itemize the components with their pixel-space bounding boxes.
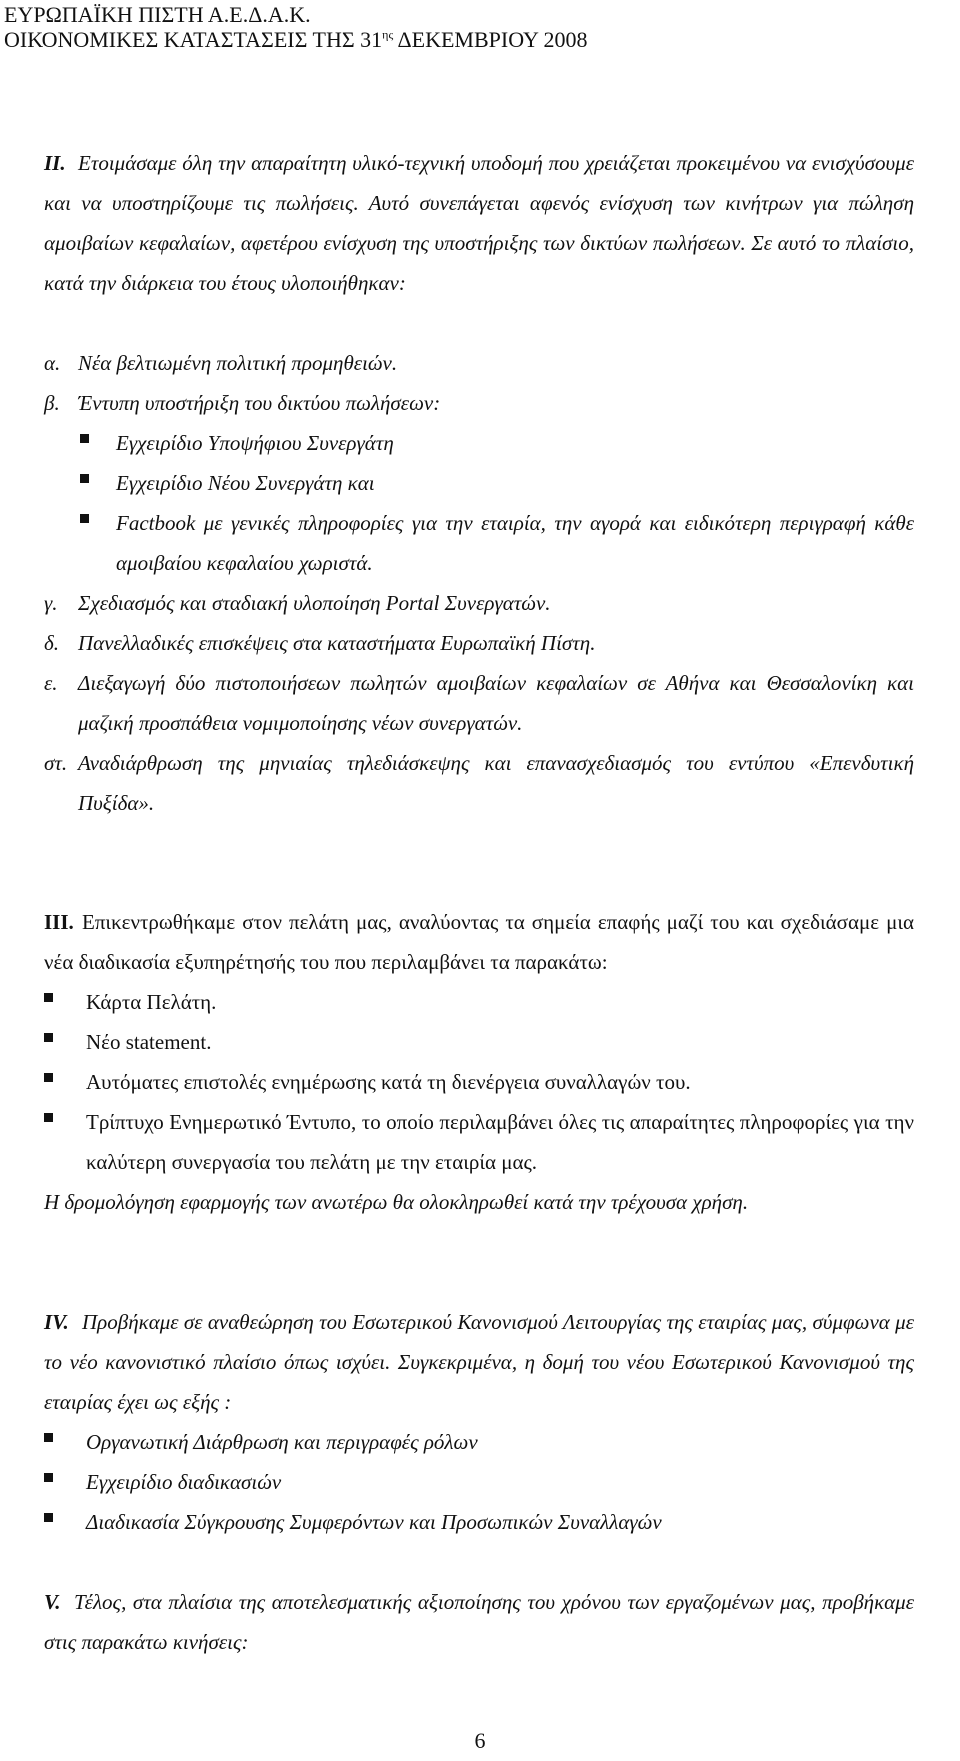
bullet-square-icon bbox=[44, 993, 53, 1002]
list-item: Τρίπτυχο Ενημερωτικό Έντυπο, το οποίο περιλαμβάνει όλες τις απαραίτητες πληροφορίες για την καλύτερη συνεργασία του πελάτη με την εταιρία μας. bbox=[86, 1110, 914, 1174]
header-title: ΟΙΚΟΝΟΜΙΚΕΣ ΚΑΤΑΣΤΑΣΕΙΣ ΤΗΣ $31^{\eta\varsigma}$ ΔΕΚΕΜΒΡΙΟΥ 2008 bbox=[4, 27, 588, 52]
section-4-number: IV. bbox=[44, 1310, 69, 1334]
header-company: ΕΥΡΩΠΑΪΚΗ ΠΙΣΤΗ Α.Ε.Δ.Α.Κ. bbox=[4, 2, 311, 27]
section-2-number: ΙΙ. bbox=[44, 151, 66, 175]
bullet-square-icon bbox=[44, 1033, 53, 1042]
list-item: Factbook με γενικές πληροφορίες για την εταιρία, την αγορά και ειδικότερη περιγραφή κάθε αμοιβαίου κεφαλαίου χωριστά. bbox=[116, 511, 914, 575]
item-e-label: ε. bbox=[44, 671, 58, 695]
item-st-label: στ. bbox=[44, 751, 68, 775]
list-item: Εγχειρίδιο Υποψήφιου Συνεργάτη bbox=[116, 431, 394, 455]
list-item: Νέο statement. bbox=[86, 1030, 212, 1054]
section-5-text: Τέλος, στα πλαίσια της αποτελεσματικής αξιοποίησης του χρόνου των εργαζομένων μας, προβήκαμε στις παρακάτω κινήσεις: bbox=[44, 1590, 914, 1654]
bullet-square-icon bbox=[80, 474, 89, 483]
bullet-square-icon bbox=[44, 1473, 53, 1482]
page-number: 6 bbox=[474, 1728, 486, 1753]
document-header bbox=[4, 2, 588, 52]
section-2-text: Ετοιμάσαμε όλη την απαραίτητη υλικό-τεχνική υποδομή που χρειάζεται προκειμένου να ενισχύσουμε και να υποστηρίζουμε τις πωλήσεις. Αυτό συνεπάγεται αφενός ενίσχυση των κινήτρων για πώληση αμοιβαίων κεφαλαίων, αφετέρου ενίσχυση της υποστήριξης των δικτύων πωλήσεων. Σε αυτό το πλαίσιο, κατά την διάρκεια του έτους υλοποιήθηκαν: bbox=[44, 151, 914, 295]
list-item: Εγχειρίδιο διαδικασιών bbox=[86, 1470, 282, 1494]
item-d: δ. Πανελλαδικές επισκέψεις στα καταστήματα Ευρωπαϊκή Πίστη. bbox=[44, 631, 596, 655]
bullet-square-icon bbox=[44, 1073, 53, 1082]
section-4-paragraph bbox=[44, 1302, 914, 1422]
list-item: Αυτόματες επιστολές ενημέρωσης κατά τη διενέργεια συναλλαγών του. bbox=[86, 1070, 691, 1094]
list-item: Διαδικασία Σύγκρουσης Συμφερόντων και Προσωπικών Συναλλαγών bbox=[86, 1510, 662, 1534]
list-item: Εγχειρίδιο Νέου Συνεργάτη και bbox=[116, 471, 375, 495]
item-a: α. Νέα βελτιωμένη πολιτική προμηθειών. bbox=[44, 351, 398, 375]
section-4-text: Προβήκαμε σε αναθεώρηση του Εσωτερικού Κανονισμού Λειτουργίας της εταιρίας μας, σύμφωνα με το νέο κανονιστικό πλαίσιο όπως ισχύει. Συγκεκριμένα, η δομή του νέου Εσωτερικού Κανονισμού της εταιρίας έχει ως εξής : bbox=[44, 1310, 914, 1414]
item-st-text: Αναδιάρθρωση της μηνιαίας τηλεδιάσκεψης και επανασχεδιασμός του εντύπου «Επενδυτική Πυξίδα». bbox=[78, 751, 914, 815]
section-3-text: Επικεντρωθήκαμε στον πελάτη μας, αναλύοντας τα σημεία επαφής μαζί του και σχεδιάσαμε μια νέα διαδικασία εξυπηρέτησής του που περιλαμβάνει τα παρακάτω: bbox=[44, 910, 914, 974]
bullet-square-icon bbox=[80, 434, 89, 443]
section-3-number: ΙΙΙ. bbox=[44, 910, 74, 934]
bullet-square-icon bbox=[80, 514, 89, 523]
section-3-closing: Η δρομολόγηση εφαρμογής των ανωτέρω θα ολοκληρωθεί κατά την τρέχουσα χρήση. bbox=[44, 1190, 749, 1214]
list-item: Κάρτα Πελάτη. bbox=[86, 990, 217, 1014]
item-b: β. Έντυπη υποστήριξη του δικτύου πωλήσεων: bbox=[44, 391, 441, 415]
item-e-text: Διεξαγωγή δύο πιστοποιήσεων πωλητών αμοιβαίων κεφαλαίων σε Αθήνα και Θεσσαλονίκη και μαζική προσπάθεια νομιμοποίησης νέων συνεργατών. bbox=[78, 671, 914, 735]
item-g: γ. Σχεδιασμός και σταδιακή υλοποίηση Portal Συνεργατών. bbox=[44, 591, 551, 615]
section-5-paragraph bbox=[44, 1582, 914, 1662]
section-5-number: V. bbox=[44, 1590, 61, 1614]
section-2-paragraph bbox=[44, 143, 914, 303]
bullet-square-icon bbox=[44, 1513, 53, 1522]
bullet-square-icon bbox=[44, 1433, 53, 1442]
list-item: Οργανωτική Διάρθρωση και περιγραφές ρόλων bbox=[86, 1430, 478, 1454]
section-3-paragraph bbox=[44, 902, 914, 982]
bullet-square-icon bbox=[44, 1113, 53, 1122]
